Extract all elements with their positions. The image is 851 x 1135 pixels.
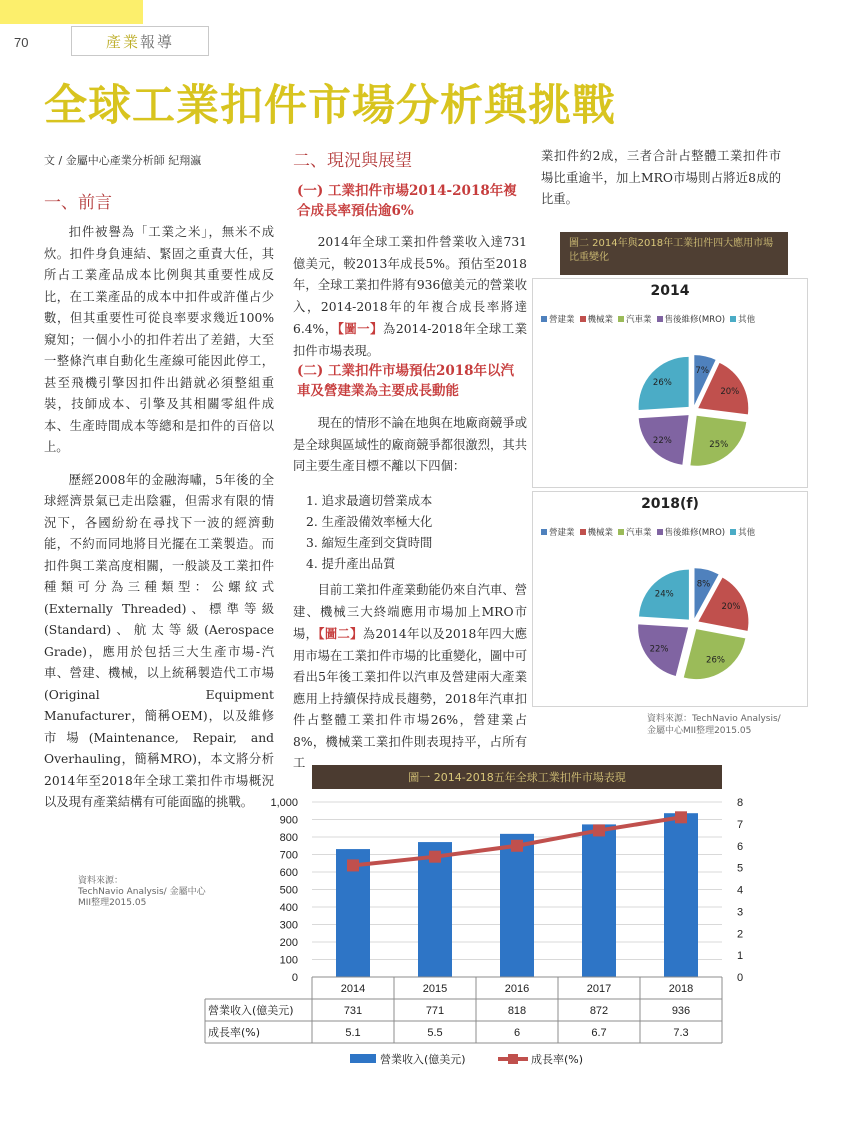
section1-paragraph-2: 歷經2008年的金融海嘯，5年後的全球經濟景氣已走出陰霾，但需求有限的情況下，各國紛紛在尋找下一波的經濟動能，不約而同地將目光擺在工業製造。而扣件與工業高度相關，一般談及工業扣件種類可分為三種類型：公螺紋式(Externally Threaded)、標準等級(Standard)、航太等級(Aerospace Grade)，應用於包括三大生產市場-汽車、營建、機械，以上統稱製造代工市場(Original Equipment Manufacturer，簡稱OEM)，以及維修市場(Maintenance, Repair, and Overhauling，簡稱MRO)，本文將分析2014年至2018年全球工業扣件市場概況以及現有產業結構有可能面臨的挑戰。	[44, 472, 274, 809]
right-tick-label: 6	[737, 840, 744, 853]
legend-swatch	[580, 316, 586, 322]
category-label: 2017	[586, 983, 612, 995]
line-marker	[593, 824, 605, 836]
page-number: 70	[14, 35, 29, 50]
pie-title: 2014	[650, 283, 690, 299]
pie-chart-2018	[532, 491, 808, 707]
left-tick-label: 700	[279, 849, 298, 862]
figure1-reference[interactable]: 【圖一】	[337, 321, 384, 336]
figure2-reference[interactable]: 【圖二】	[318, 626, 363, 641]
legend-item	[618, 526, 652, 538]
subsection1-text-after: 為2014-2018年全球工業扣件市場表現。	[293, 322, 527, 358]
pie-data-label: 26%	[706, 655, 725, 666]
bar	[664, 813, 698, 977]
legend-swatch	[657, 316, 663, 322]
figure1-source: 資料來源： TechNavio Analysis/ 金屬中心 MII整理2015.05	[78, 876, 206, 908]
left-tick-label: 100	[279, 954, 298, 967]
legend-item	[541, 526, 575, 538]
left-tick-label: 600	[279, 867, 298, 879]
legend-label: 汽車業	[626, 315, 652, 325]
legend-label: 營建業	[549, 315, 575, 325]
pie-data-label: 20%	[721, 602, 741, 613]
corner-accent	[0, 0, 143, 24]
category-label: 2014	[340, 983, 366, 995]
legend-bar-label: 營業收入(億美元)	[380, 1053, 466, 1066]
column3-paragraph: 業扣件約2成，三者合計占整體工業扣件市場比重逾半，加上MRO市場則占將近8成的比重。	[541, 149, 781, 206]
right-tick-label: 0	[737, 972, 744, 984]
section-tag	[71, 26, 209, 56]
subsection1-heading: (一) 工業扣件市場2014-2018年複合成長率預估逾6%	[297, 183, 517, 219]
right-tick-label: 5	[737, 862, 744, 875]
growth-cell: 6.7	[591, 1027, 607, 1039]
legend-swatch	[580, 529, 586, 535]
legend-label: 售後維修(MRO)	[664, 528, 726, 538]
left-tick-label: 1,000	[270, 797, 298, 809]
section1-paragraph-1: 扣件被譽為「工業之米」，無米不成炊。扣件身負連結、緊固之重責大任，其所占工業產品成本比例與其重要性成反比，在工業產品的成本中扣件或許僅占少數，但其重要性可從良率要求幾近100%窺知；一個小小的扣件若出了差錯，大至一整條汽車自動化生產線可能因此停工，甚至飛機引擎因扣件出錯就必須整組重裝，技師成本、引擎及其相關零組件成本、生產時間成本等總和是扣件的百倍以上。	[44, 225, 274, 454]
pie-data-label: 22%	[652, 435, 672, 446]
legend-swatch	[618, 529, 624, 535]
goals-list	[306, 491, 526, 575]
figure1-chart	[200, 792, 760, 1077]
pie-data-label: 20%	[720, 386, 740, 397]
line-marker	[675, 811, 687, 823]
legend-label: 機械業	[587, 528, 614, 538]
pie-data-label: 7%	[695, 366, 709, 377]
legend-swatch	[618, 316, 624, 322]
growth-cell: 5.5	[427, 1027, 443, 1039]
legend-label: 營建業	[549, 528, 575, 538]
legend-swatch	[541, 316, 547, 322]
legend-label: 售後維修(MRO)	[664, 315, 726, 325]
legend-item	[541, 313, 575, 325]
pie-legend	[541, 526, 803, 538]
right-tick-label: 2	[737, 928, 744, 941]
left-tick-label: 800	[279, 832, 298, 844]
pie-data-label: 26%	[652, 378, 672, 389]
figure2-source: 資料來源：TechNavio Analysis/ 金屬中心MII整理2015.05	[647, 714, 781, 736]
legend-label: 機械業	[587, 315, 614, 325]
line-marker	[347, 859, 359, 871]
legend-swatch	[541, 529, 547, 535]
subsection1-text-before: 2014年全球工業扣件營業收入達731億美元，較2013年成長5%。預估至2018年，全球工業扣件將有936億美元的營業收入，2014-2018年的年複合成長率將達6.4%，	[293, 235, 527, 336]
pie-data-label: 25%	[709, 440, 729, 451]
revenue-cell: 818	[507, 1005, 527, 1017]
left-tick-label: 300	[279, 919, 298, 932]
category-label: 2018	[668, 983, 694, 995]
legend-item	[580, 313, 614, 325]
figure1-caption: 圖一 2014-2018五年全球工業扣件市場表現	[312, 765, 722, 789]
subsection2-intro: 現在的情形不論在地與在地廠商競爭或是全球與區域性的廠商競爭都很激烈，其共同主要生產目標不離以下四個：	[293, 416, 527, 473]
left-tick-label: 500	[279, 884, 298, 897]
row-label-revenue: 營業收入(億美元)	[208, 1004, 294, 1017]
legend-swatch	[730, 316, 736, 322]
left-tick-label: 0	[291, 972, 298, 984]
legend-item	[730, 526, 755, 538]
subsection1-paragraph	[293, 232, 527, 362]
list-item: 1. 追求最適切營業成本	[306, 494, 433, 508]
pie-chart-2014	[532, 278, 808, 488]
revenue-cell: 872	[589, 1005, 609, 1017]
pie-data-label: 24%	[654, 589, 674, 600]
left-tick-label: 400	[279, 902, 298, 914]
legend-item	[657, 526, 726, 538]
right-tick-label: 4	[737, 884, 744, 897]
revenue-cell: 936	[671, 1005, 691, 1017]
section1-body	[44, 222, 274, 825]
section-tag-part2: 報導	[140, 32, 175, 51]
article-title: 全球工業扣件市場分析與挑戰	[44, 81, 616, 131]
row-label-growth: 成長率(%)	[208, 1026, 261, 1039]
pie-data-label: 22%	[649, 644, 669, 655]
section2-heading: 二、現況與展望	[293, 151, 412, 171]
growth-cell: 6	[513, 1027, 521, 1039]
legend-item	[730, 313, 755, 325]
section-tag-part1: 產業	[105, 32, 140, 51]
list-item: 2. 生產設備效率極大化	[306, 515, 433, 529]
list-item: 4. 提升產出品質	[306, 557, 396, 571]
pie-plot	[533, 542, 809, 708]
right-tick-label: 8	[737, 797, 744, 809]
revenue-cell: 771	[425, 1005, 445, 1017]
left-tick-label: 200	[279, 937, 298, 949]
legend-line-label: 成長率(%)	[531, 1053, 584, 1066]
pie-data-label: 8%	[696, 579, 711, 590]
subsection2-heading: (二) 工業扣件市場預估2018年以汽車及營建業為主要成長動能	[297, 363, 515, 399]
subsection2-paragraph	[293, 580, 527, 775]
author-line: 文 / 金屬中心產業分析師 紀翔瀛	[44, 154, 202, 167]
legend-swatch	[730, 529, 736, 535]
legend-label: 其他	[738, 315, 756, 325]
figure2-caption: 圖二 2014年與2018年工業扣件四大應用市場比重變化	[560, 232, 788, 275]
line-marker	[511, 840, 523, 852]
legend-label: 其他	[738, 528, 756, 538]
pie-slice	[684, 629, 746, 679]
list-item: 3. 縮短生產到交貨時間	[306, 536, 433, 550]
section1-heading: 一、前言	[44, 193, 112, 213]
pie-title: 2018(f)	[641, 496, 699, 512]
legend-label: 汽車業	[626, 528, 652, 538]
right-tick-label: 1	[737, 950, 744, 963]
line-marker	[429, 851, 441, 863]
subsection2-text-after: 為2014年以及2018年四大應用市場在工業扣件市場的比重變化，圖中可看出5年後工業扣件以汽車及營建兩大產業應用上持續保持成長趨勢，2018年汽車扣件占整體工業扣件市場26%，營建業占8%，機械業工業扣件則表現持平，占所有工	[293, 627, 527, 770]
category-label: 2015	[422, 983, 448, 995]
pie-plot	[533, 329, 809, 489]
legend-bar-swatch	[350, 1054, 376, 1063]
legend-item	[580, 526, 614, 538]
subsection2-text-before: 目前工業扣件產業動能仍來自汽車、營建、機械三大終端應用市場加上MRO市場，	[293, 583, 527, 641]
bar	[500, 834, 534, 977]
left-tick-label: 900	[279, 814, 298, 827]
growth-cell: 7.3	[673, 1027, 689, 1039]
bar	[582, 824, 616, 977]
category-label: 2016	[504, 983, 530, 995]
legend-item	[657, 313, 726, 325]
pie-legend	[541, 313, 803, 325]
revenue-cell: 731	[343, 1005, 363, 1017]
right-tick-label: 3	[737, 906, 744, 919]
legend-line-marker	[508, 1054, 518, 1064]
right-tick-label: 7	[737, 818, 744, 831]
legend-swatch	[657, 529, 663, 535]
legend-item	[618, 313, 652, 325]
growth-cell: 5.1	[345, 1027, 361, 1039]
